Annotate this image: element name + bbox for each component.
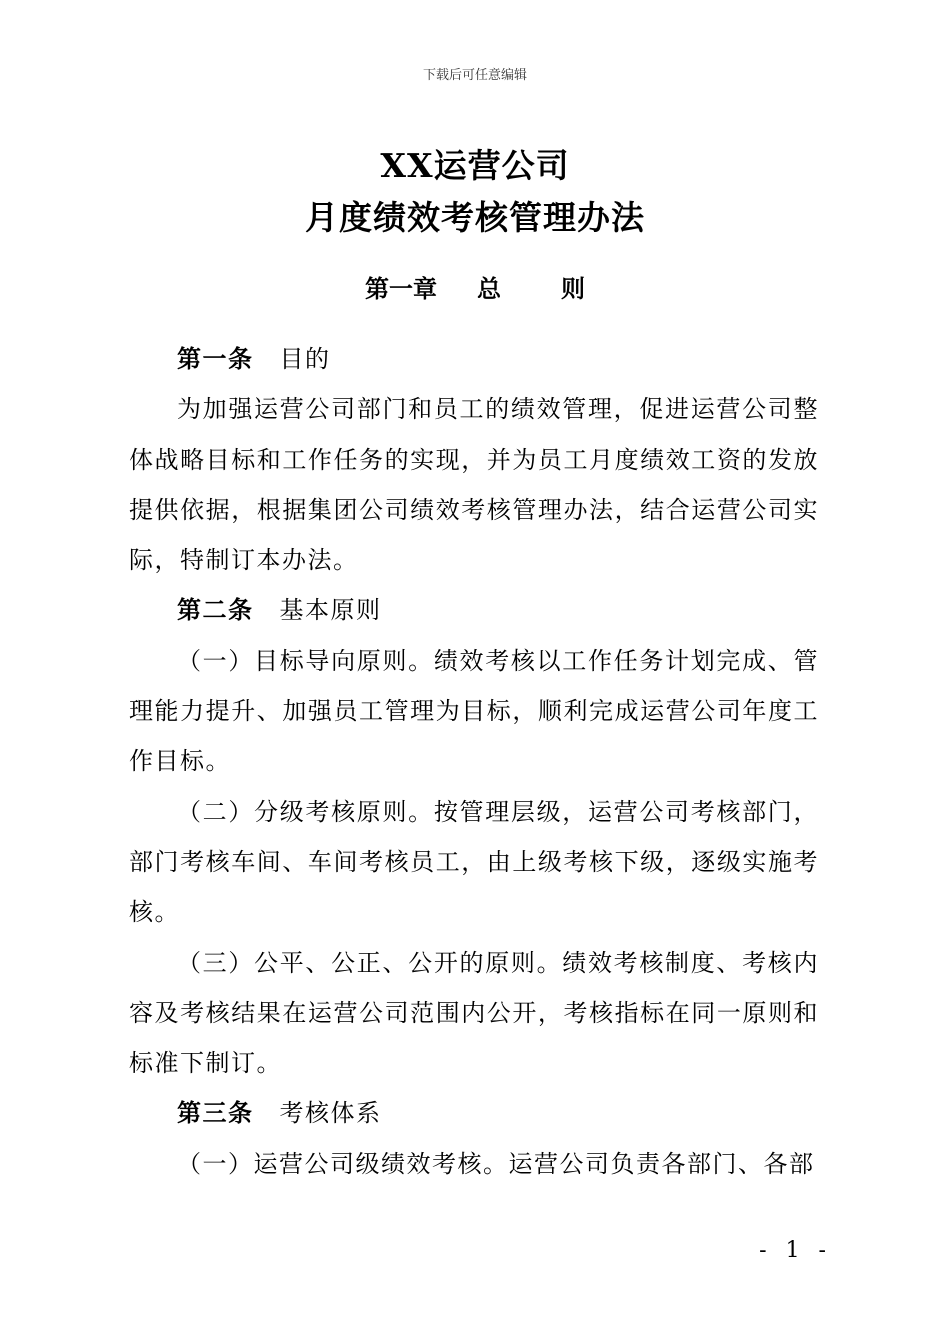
header-note: 下载后可任意编辑	[422, 68, 527, 83]
chapter-name-part2: 则	[561, 275, 585, 303]
article-name: 目的	[279, 345, 331, 373]
chapter-label: 第一章	[365, 275, 437, 303]
article-number: 第二条	[177, 596, 254, 625]
chapter-name-part1: 总	[477, 275, 501, 303]
title-line-1: XX运营公司	[380, 146, 570, 185]
paragraph: （二）分级考核原则。按管理层级，运营公司考核部门，部门考核车间、车间考核员工，由上级考核下级，逐级实施考核。	[129, 797, 819, 927]
paragraph: （一）目标导向原则。绩效考核以工作任务计划完成、管理能力提升、加强员工管理为目标，顺利完成运营公司年度工作目标。	[129, 646, 819, 776]
paragraph: （三）公平、公正、公开的原则。绩效考核制度、考核内容及考核结果在运营公司范围内公开，考核指标在同一原则和标准下制订。	[129, 948, 819, 1078]
chapter-heading	[0, 269, 950, 304]
article-number: 第三条	[177, 1099, 254, 1128]
paragraph: 为加强运营公司部门和员工的绩效管理，促进运营公司整体战略目标和工作任务的实现，并为员工月度绩效工资的发放提供依据，根据集团公司绩效考核管理办法，结合运营公司实际，特制订本办法。	[129, 395, 819, 575]
article-number: 第一条	[177, 345, 254, 373]
article-heading	[129, 585, 819, 635]
paragraph: （一）运营公司级绩效考核。运营公司负责各部门、各部	[177, 1149, 815, 1178]
article-heading	[129, 1088, 819, 1138]
title-line-2: 月度绩效考核管理办法	[305, 198, 645, 237]
article-heading	[129, 334, 819, 384]
document-body	[129, 334, 819, 1189]
article-name: 基本原则	[279, 596, 382, 625]
article-name: 考核体系	[279, 1099, 382, 1128]
page-number: - 1 -	[759, 1238, 832, 1263]
